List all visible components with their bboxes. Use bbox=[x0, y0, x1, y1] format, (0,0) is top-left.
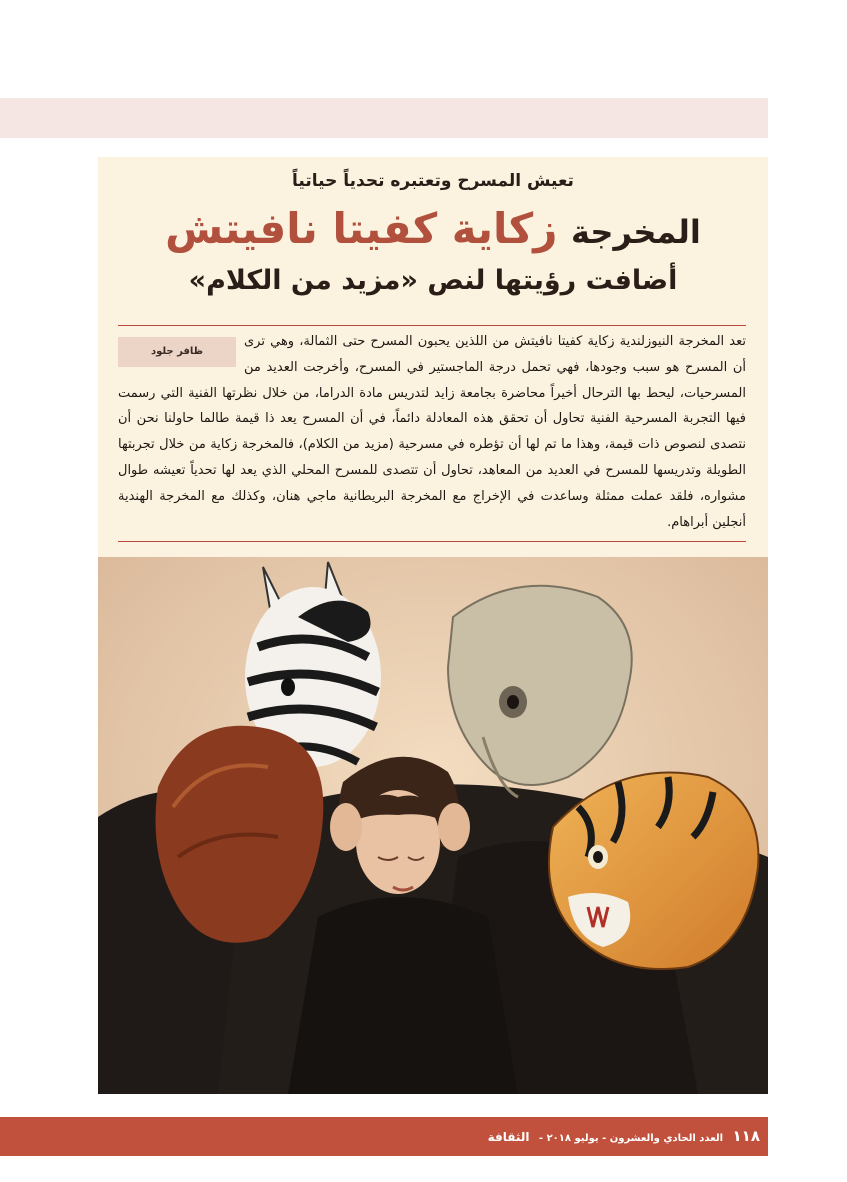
divider-top bbox=[118, 325, 746, 326]
footer-info bbox=[488, 1126, 760, 1149]
masked-actors-illustration bbox=[98, 557, 768, 1094]
byline-spacer bbox=[118, 329, 244, 375]
author-byline: ظافر جلود bbox=[118, 337, 236, 367]
issue-text: العدد الحادي والعشرون - يوليو ٢٠١٨ - bbox=[538, 1133, 724, 1144]
article-kicker: تعيش المسرح وتعتبره تحدياً حياتياً bbox=[292, 171, 574, 191]
magazine-name: الثقافة bbox=[487, 1130, 530, 1144]
article-subhead: أضافت رؤيتها لنص «مزيد من الكلام» bbox=[188, 265, 678, 296]
article bbox=[98, 157, 768, 1094]
article-photo bbox=[98, 557, 768, 1094]
article-headline bbox=[98, 199, 768, 268]
tiger-mask bbox=[549, 773, 759, 969]
divider-bottom bbox=[118, 541, 746, 542]
page-number: ١١٨ bbox=[732, 1127, 760, 1145]
footer-band bbox=[0, 1117, 768, 1156]
headline-lead-word: المخرجة bbox=[570, 213, 701, 251]
article-body bbox=[118, 329, 746, 535]
headline-name: زكاية كفيتا نافيتش bbox=[165, 204, 558, 253]
article-body-text: تعد المخرجة النيوزلندية زكاية كفيتا نافيتش من اللذين يحبون المسرح حتى الثمالة، وهي ترى أن المسرح هو سبب وجودها، فهي تحمل درجة الماجستير في المسرح، وأخرجت العديد من المسرحيات، ليحط بها الترحال أخيراً محاضرة بجامعة زايد لتدريس مادة الدراما، من خلال نظرتها الفنية التي رسمت فيها التجربة المسرحية الفنية تحاول أن تحقق هذه المعادلة دائماً، في أن المسرح يعد ذا قيمة طالما حاولنا نحن أن نتصدى لنصوص ذات قيمة، وهذا ما تم لها أن تؤطره في مسرحية (مزيد من الكلام)، فالمخرجة زكاية من خلال تجربتها الطويلة وتدريسها للمسرح في العديد من المعاهد، تحاول أن تتصدى للمسرح المحلي الذي يعد لها تحدياً تعيشه طوال مشواره، فلقد عملت ممثلة وساعدت في الإخراج مع المخرجة البريطانية ماجي هنان، وكذلك مع المخرجة الهندية أنجلين أبراهام. bbox=[118, 334, 746, 530]
top-decorative-band bbox=[0, 98, 768, 138]
